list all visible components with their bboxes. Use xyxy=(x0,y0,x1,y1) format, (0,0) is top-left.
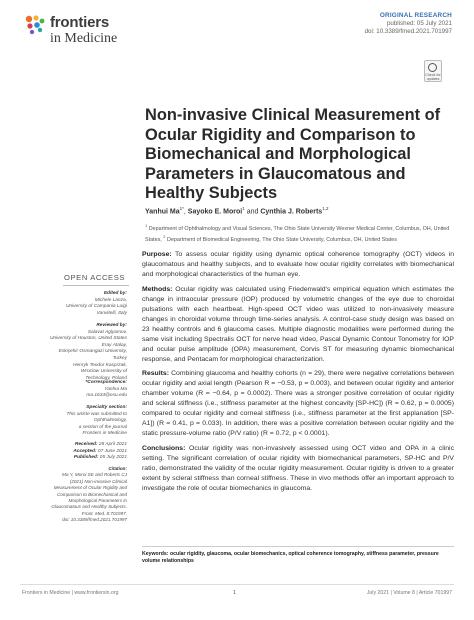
logo-wordmark: frontiers xyxy=(50,14,110,31)
accepted-date: 07 June 2021 xyxy=(97,448,127,454)
reviewer-line: Technology, Poland xyxy=(85,375,127,381)
author-list xyxy=(145,206,328,215)
correspondence-block xyxy=(47,380,127,400)
editor-line: University of Campania Luigi xyxy=(65,304,127,310)
results-label: Results: xyxy=(142,370,170,377)
edited-by-block xyxy=(47,291,127,317)
abstract-results xyxy=(142,369,454,439)
check-updates-icon xyxy=(428,63,437,72)
abstract-methods xyxy=(142,285,454,365)
author-affil-ref: 1,2 xyxy=(322,206,329,211)
abstract-conclusions xyxy=(142,444,454,494)
citation-line: Glaucomatous and Healthy Subjects. xyxy=(51,504,127,510)
results-text: Combining glaucoma and healthy cohorts (n = 29), there were negative correlations between ocular rigidity and axial length (Pearson R = −0.53, p = 0.003), and between ocular rigidity and anterior chamber volume (R = −0.64, p = 0.0002). There was a stronger positive correlation of ocular rigidity and scleral stiffness (i.e., stiffness parameter at the highest concavity [SP-HC]) (R = 0.62, p = 0.0005) compared to ocular rigidity and corneal stiffness (i.e., stiffness parameter at the first applanation [SP-A1]) (R = 0.41, p = 0.033). In addition, there was a positive correlation between ocular rigidity and the static pressure-volume ratio (P/V ratio) (R = 0.72, p < 0.0001). xyxy=(142,370,454,437)
citation-label: Citation: xyxy=(108,466,127,471)
citation-doi[interactable]: doi: 10.3389/fmed.2021.701997 xyxy=(62,517,127,523)
conclusions-text: Ocular rigidity was non-invasively assessed using OCT video and OPA in a clinic setting. The significant correlation of ocular rigidity with biomechanical parameters, SP-HC and P/V ratio, demonstrated the validity of the ocular rigidity measurement. Ocular rigidity is driven to a greater extent by scleral stiffness than corneal stiffness. These in vivo methods offer an important approach to investigate the role of ocular biomechanics in glaucoma. xyxy=(142,444,454,492)
check-updates-label: Check for updates xyxy=(425,73,441,81)
reviewer-line: Eskişehir Osmangazi University, Turkey xyxy=(58,349,127,361)
author-affil-ref: 1 xyxy=(242,206,245,211)
keywords xyxy=(142,551,454,565)
affiliations: $^1$ Department of Ophthalmology and Visual Sciences, The Ohio State University Wexner Medical Center, Columbus, OH, United States, $^2$ Department of Biomedical Engineering, The Ohio State University, Columbus, OH, United States xyxy=(145,223,450,243)
received-label: Received: xyxy=(74,442,98,447)
abstract-purpose xyxy=(142,250,454,280)
author-name[interactable]: Yanhui Ma xyxy=(145,208,180,216)
reviewed-by-block xyxy=(47,323,127,382)
keywords-label: Keywords: xyxy=(142,551,169,557)
edited-by-label: Edited by: xyxy=(103,291,127,296)
reviewer-line: Henryk Teodor Kasprzak, xyxy=(73,362,127,368)
reviewer-line: University of Houston, United States xyxy=(49,336,127,342)
reviewer-line: Salavat Aglyamov, xyxy=(87,329,127,335)
author-affil-ref: 1* xyxy=(179,206,184,211)
keywords-text: ocular rigidity, glaucoma, ocular biomechanics, optical coherence tomography, stiffness parameter, pressure volume relationships xyxy=(142,551,439,565)
reviewer-line: Eray Atalay, xyxy=(101,342,127,348)
logo-subtitle: in Medicine xyxy=(50,31,118,46)
published-label: Published: xyxy=(73,455,99,461)
specialty-line: Ophthalmology, xyxy=(93,418,127,424)
affiliation-2: Department of Biomedical Engineering, The Ohio State University, Columbus, OH, United States xyxy=(167,236,397,243)
purpose-text: To assess ocular rigidity using dynamic optical coherence tomography (OCT) videos in glaucomatous and healthy subjects, and to evaluate how ocular rigidity correlates with biomechanical and morphological characteristics of the human eye. xyxy=(142,251,455,278)
author-separator: , xyxy=(183,208,188,216)
specialty-line: a section of the journal xyxy=(78,424,127,430)
open-access-label: OPEN ACCESS xyxy=(64,273,126,282)
citation-line: (2021) Non-invasive Clinical xyxy=(69,478,127,484)
specialty-line: Frontiers in Medicine xyxy=(82,431,127,437)
page-number: 1 xyxy=(233,590,236,596)
article-type: ORIGINAL RESEARCH xyxy=(379,12,452,19)
published-date: published: 05 July 2021 xyxy=(386,20,452,27)
citation-line: Measurement of Ocular Rigidity and xyxy=(53,485,127,491)
frontiers-logo-icon xyxy=(24,14,46,36)
journal-logo xyxy=(24,12,164,52)
specialty-block xyxy=(47,405,127,438)
specialty-label: Specialty section: xyxy=(86,405,127,410)
correspondence-email[interactable]: ma.1634@osu.edu xyxy=(86,393,127,399)
article-doi[interactable]: doi: 10.3389/fmed.2021.701997 xyxy=(364,28,452,35)
published-date-side: 05 July 2021 xyxy=(99,455,127,461)
specialty-line: This article was submitted to xyxy=(66,411,127,417)
correspondence-name: Yanhui Ma xyxy=(104,386,127,392)
author-name[interactable]: Sayoko E. Moroi xyxy=(187,208,243,216)
citation-line: Front. Med. 8:701997. xyxy=(81,510,127,516)
article-title: Non-invasive Clinical Measurement of Ocular Rigidity and Comparison to Biomechanical and Morphological Parameters in Glaucomatous and Healthy Subjects xyxy=(145,106,441,203)
footer-divider xyxy=(20,584,454,585)
purpose-label: Purpose: xyxy=(142,251,172,258)
editor-line: Vanvitelli, Italy xyxy=(96,310,127,316)
divider xyxy=(63,285,129,286)
citation-line: Ma Y, Moroi SE and Roberts CJ xyxy=(62,472,127,478)
citation-block xyxy=(47,466,127,524)
reviewed-by-label: Reviewed by: xyxy=(96,323,127,328)
received-date: 28 April 2021 xyxy=(98,442,127,447)
conclusions-label: Conclusions: xyxy=(142,444,186,452)
footer-volume: July 2021 | Volume 8 | Article 701997 xyxy=(366,590,452,596)
accepted-label: Accepted: xyxy=(73,448,97,454)
check-updates-badge[interactable] xyxy=(424,60,442,82)
correspondence-label: *Correspondence: xyxy=(85,380,127,385)
author-separator: and xyxy=(244,208,261,216)
reviewer-line: Wroclaw University of xyxy=(80,369,127,375)
footer-journal-link[interactable]: Frontiers in Medicine | www.frontiersin.org xyxy=(22,590,119,596)
editor-line: Michele Lanza, xyxy=(94,297,127,303)
methods-label: Methods: xyxy=(142,285,173,293)
citation-line: Morphological Parameters in xyxy=(68,498,127,504)
author-name[interactable]: Cynthia J. Roberts xyxy=(260,208,323,216)
abstract xyxy=(142,250,454,498)
affiliation-1: Department of Ophthalmology and Visual Sciences, The Ohio State University Wexner Medical Center, Columbus, OH, United States, xyxy=(145,225,450,243)
article-meta xyxy=(365,12,452,36)
methods-text: Ocular rigidity was calculated using Friedenwald's empirical equation which estimates the change in intraocular pressure (IOP) produced by volumetric changes of the eye due to choroidal pulsations with each heartbeat. High-speed OCT video was utilized to non-invasively measure changes in choroidal volume through time-series analysis. A control-case study design was based on 23 healthy controls and 6 glaucoma cases. Multiple diagnostic modalities were performed during the same visit including Spectralis OCT for nerve head video, Pascal Dynamic Contour Tonometry for IOP and ocular pulse amplitude (OPA) measurement, Corvis ST for measuring dynamic biomechanical response, and Pentacam for morphological characterization. xyxy=(142,285,454,363)
dates-block xyxy=(47,442,127,462)
divider xyxy=(142,546,454,547)
citation-line: Comparison to Biomechanical and xyxy=(57,491,127,497)
